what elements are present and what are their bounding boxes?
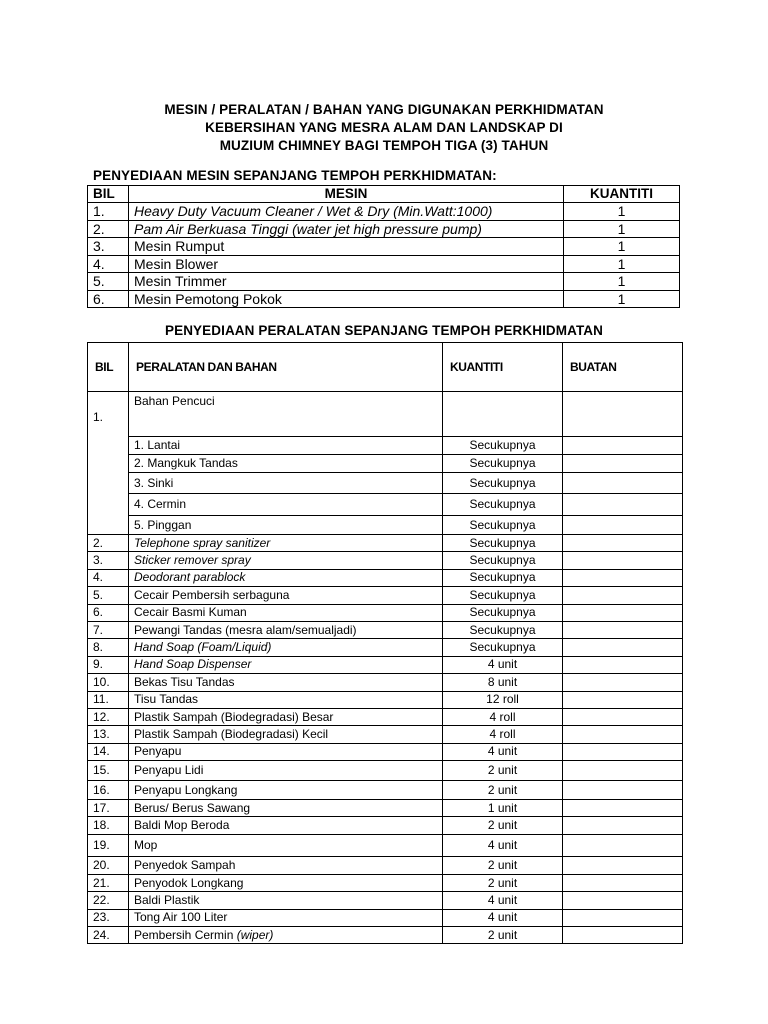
- item-name: Cecair Pembersih serbaguna: [134, 587, 290, 602]
- table-row: [88, 781, 683, 800]
- subitem-cell: 5. Pinggan: [129, 516, 443, 535]
- bil-cell: 14.: [88, 743, 129, 760]
- buatan-cell: [563, 909, 683, 926]
- kuantiti-cell: 2 unit: [443, 874, 563, 891]
- table-row: [88, 587, 683, 604]
- buatan-cell: [563, 726, 683, 743]
- equipment-section-heading: PENYEDIAAN PERALATAN SEPANJANG TEMPOH PERKHIDMATAN: [164, 323, 604, 338]
- item-cell: [129, 639, 443, 656]
- kuantiti-cell: 1: [564, 203, 680, 221]
- buatan-cell: [563, 621, 683, 638]
- title-line: KEBERSIHAN YANG MESRA ALAM DAN LANDSKAP DI: [205, 120, 563, 135]
- bil-cell: 1.: [88, 392, 129, 535]
- table-row: [88, 473, 683, 494]
- subitem-cell: 4. Cermin: [129, 494, 443, 516]
- table-row: [88, 569, 683, 586]
- buatan-cell: [563, 494, 683, 516]
- item-name: Pewangi Tandas (mesra alam/semualjadi): [134, 622, 357, 637]
- table-row: [88, 857, 683, 874]
- item-name: Hand Soap (Foam/Liquid): [134, 640, 272, 655]
- table-row: [88, 761, 683, 781]
- bil-cell: 24.: [88, 927, 129, 944]
- kuantiti-cell: 1: [564, 255, 680, 273]
- bil-cell: 18.: [88, 817, 129, 835]
- buatan-cell: [563, 708, 683, 725]
- header-peralatan: PERALATAN DAN BAHAN: [129, 343, 443, 392]
- item-cell: [129, 621, 443, 638]
- kuantiti-cell: Secukupnya: [443, 535, 563, 552]
- kuantiti-cell: Secukupnya: [443, 639, 563, 656]
- buatan-cell: [563, 569, 683, 586]
- title-line: MUZIUM CHIMNEY BAGI TEMPOH TIGA (3) TAHUN: [219, 138, 549, 153]
- buatan-cell: [563, 639, 683, 656]
- table-row: [88, 835, 683, 857]
- item-name: Plastik Sampah (Biodegradasi) Besar: [134, 709, 334, 724]
- table-row: [88, 494, 683, 516]
- buatan-cell: [563, 817, 683, 835]
- bil-cell: 15.: [88, 761, 129, 781]
- bil-cell: 10.: [88, 674, 129, 691]
- item-name: Pembersih Cermin: [134, 927, 234, 942]
- table-row: [88, 708, 683, 725]
- table-row: [88, 656, 683, 673]
- bil-cell: 5.: [88, 587, 129, 604]
- kuantiti-cell: Secukupnya: [443, 455, 563, 473]
- group-title-cell: Bahan Pencuci: [129, 392, 443, 437]
- table-row: [88, 392, 683, 437]
- buatan-cell: [563, 874, 683, 891]
- bil-cell: 3.: [88, 552, 129, 569]
- item-name: Sticker remover spray: [134, 553, 251, 568]
- table-row: [88, 220, 680, 238]
- item-name: Baldi Mop Beroda: [134, 818, 230, 833]
- item-name: Telephone spray sanitizer: [134, 535, 271, 550]
- kuantiti-cell: 2 unit: [443, 761, 563, 781]
- table-header-row: [88, 343, 683, 392]
- buatan-cell: [563, 835, 683, 857]
- bil-cell: 20.: [88, 857, 129, 874]
- item-name: Mop: [134, 838, 158, 853]
- bil-cell: 3.: [88, 238, 129, 256]
- item-cell: [129, 569, 443, 586]
- item-name: Penyapu: [134, 744, 182, 759]
- item-cell: [129, 800, 443, 817]
- table-row: [88, 674, 683, 691]
- mesin-cell: Mesin Pemotong Pokok: [129, 290, 564, 308]
- table-row: [88, 892, 683, 909]
- table-row: [88, 255, 680, 273]
- item-name: Hand Soap Dispenser: [134, 657, 252, 672]
- kuantiti-cell: 4 unit: [443, 743, 563, 760]
- buatan-cell: [563, 892, 683, 909]
- header-bil: BIL: [88, 186, 129, 203]
- kuantiti-cell: 4 roll: [443, 708, 563, 725]
- kuantiti-cell: 4 unit: [443, 835, 563, 857]
- item-cell: [129, 604, 443, 621]
- kuantiti-cell: Secukupnya: [443, 587, 563, 604]
- item-name: Cecair Basmi Kuman: [134, 605, 247, 620]
- table-row: [88, 691, 683, 708]
- bil-cell: 13.: [88, 726, 129, 743]
- table-header-row: [88, 186, 680, 203]
- header-bil: BIL: [88, 343, 129, 392]
- item-cell: [129, 691, 443, 708]
- item-name-suffix: (wiper): [236, 927, 274, 942]
- bil-cell: 23.: [88, 909, 129, 926]
- table-row: [88, 639, 683, 656]
- mesin-cell: Mesin Rumput: [129, 238, 564, 256]
- kuantiti-cell: 4 unit: [443, 892, 563, 909]
- bil-cell: 17.: [88, 800, 129, 817]
- item-cell: [129, 835, 443, 857]
- buatan-cell: [563, 437, 683, 455]
- bil-cell: 2.: [88, 220, 129, 238]
- kuantiti-cell: 4 unit: [443, 909, 563, 926]
- equipment-table: [87, 342, 683, 944]
- kuantiti-cell: 2 unit: [443, 817, 563, 835]
- buatan-cell: [563, 392, 683, 437]
- mesin-cell: Heavy Duty Vacuum Cleaner / Wet & Dry (Min.Watt:1000): [129, 203, 564, 221]
- mesin-cell: Mesin Trimmer: [129, 273, 564, 291]
- document-title: [0, 101, 768, 155]
- kuantiti-cell: 2 unit: [443, 927, 563, 944]
- item-cell: [129, 781, 443, 800]
- kuantiti-cell: 4 roll: [443, 726, 563, 743]
- kuantiti-cell: 1 unit: [443, 800, 563, 817]
- kuantiti-cell: 1: [564, 290, 680, 308]
- kuantiti-cell: 1: [564, 238, 680, 256]
- title-line: MESIN / PERALATAN / BAHAN YANG DIGUNAKAN PERKHIDMATAN: [164, 102, 604, 117]
- item-name: Penyapu Lidi: [134, 763, 204, 778]
- subitem-cell: 3. Sinki: [129, 473, 443, 494]
- buatan-cell: [563, 691, 683, 708]
- mesin-cell: Mesin Blower: [129, 255, 564, 273]
- subitem-cell: 1. Lantai: [129, 437, 443, 455]
- buatan-cell: [563, 761, 683, 781]
- buatan-cell: [563, 857, 683, 874]
- table-row: [88, 927, 683, 944]
- table-row: [88, 290, 680, 308]
- kuantiti-cell: 2 unit: [443, 781, 563, 800]
- buatan-cell: [563, 535, 683, 552]
- kuantiti-cell: [443, 392, 563, 437]
- item-cell: [129, 552, 443, 569]
- kuantiti-cell: Secukupnya: [443, 569, 563, 586]
- buatan-cell: [563, 604, 683, 621]
- buatan-cell: [563, 800, 683, 817]
- table-row: [88, 516, 683, 535]
- item-cell: [129, 817, 443, 835]
- item-cell: [129, 927, 443, 944]
- table-row: [88, 437, 683, 455]
- bil-cell: 1.: [88, 203, 129, 221]
- kuantiti-cell: 8 unit: [443, 674, 563, 691]
- buatan-cell: [563, 927, 683, 944]
- item-name: Tong Air 100 Liter: [134, 910, 228, 925]
- kuantiti-cell: 1: [564, 220, 680, 238]
- table-row: [88, 800, 683, 817]
- kuantiti-cell: 2 unit: [443, 857, 563, 874]
- table-row: [88, 273, 680, 291]
- table-row: [88, 552, 683, 569]
- bil-cell: 19.: [88, 835, 129, 857]
- buatan-cell: [563, 656, 683, 673]
- item-name: Penyedok Sampah: [134, 858, 236, 873]
- bil-cell: 16.: [88, 781, 129, 800]
- bil-cell: 8.: [88, 639, 129, 656]
- buatan-cell: [563, 743, 683, 760]
- kuantiti-cell: 12 roll: [443, 691, 563, 708]
- bil-cell: 5.: [88, 273, 129, 291]
- buatan-cell: [563, 552, 683, 569]
- bil-cell: 4.: [88, 569, 129, 586]
- item-cell: [129, 726, 443, 743]
- buatan-cell: [563, 674, 683, 691]
- buatan-cell: [563, 455, 683, 473]
- kuantiti-cell: Secukupnya: [443, 552, 563, 569]
- item-cell: [129, 743, 443, 760]
- table-row: [88, 909, 683, 926]
- item-cell: [129, 892, 443, 909]
- table-row: [88, 604, 683, 621]
- bil-cell: 7.: [88, 621, 129, 638]
- table-row: [88, 535, 683, 552]
- machine-section-heading: PENYEDIAAN MESIN SEPANJANG TEMPOH PERKHIDMATAN:: [93, 168, 497, 183]
- item-name: Penyodok Longkang: [134, 875, 244, 890]
- item-cell: [129, 656, 443, 673]
- item-name: Bekas Tisu Tandas: [134, 674, 235, 689]
- table-row: [88, 743, 683, 760]
- buatan-cell: [563, 781, 683, 800]
- bil-cell: 21.: [88, 874, 129, 891]
- kuantiti-cell: 4 unit: [443, 656, 563, 673]
- header-mesin: MESIN: [129, 186, 564, 203]
- kuantiti-cell: Secukupnya: [443, 516, 563, 535]
- kuantiti-cell: Secukupnya: [443, 621, 563, 638]
- table-row: [88, 817, 683, 835]
- item-name: Tisu Tandas: [134, 692, 199, 707]
- buatan-cell: [563, 587, 683, 604]
- item-name: Plastik Sampah (Biodegradasi) Kecil: [134, 726, 329, 741]
- bil-cell: 9.: [88, 656, 129, 673]
- buatan-cell: [563, 473, 683, 494]
- kuantiti-cell: Secukupnya: [443, 437, 563, 455]
- table-row: [88, 874, 683, 891]
- item-name: Baldi Plastik: [134, 892, 200, 907]
- kuantiti-cell: 1: [564, 273, 680, 291]
- bil-cell: 22.: [88, 892, 129, 909]
- bil-cell: 11.: [88, 691, 129, 708]
- item-name: Berus/ Berus Sawang: [134, 800, 251, 815]
- subitem-cell: 2. Mangkuk Tandas: [129, 455, 443, 473]
- bil-cell: 2.: [88, 535, 129, 552]
- header-buatan: BUATAN: [563, 343, 683, 392]
- item-cell: [129, 909, 443, 926]
- bil-cell: 12.: [88, 708, 129, 725]
- table-row: [88, 621, 683, 638]
- item-cell: [129, 874, 443, 891]
- table-row: [88, 203, 680, 221]
- bil-cell: 4.: [88, 255, 129, 273]
- kuantiti-cell: Secukupnya: [443, 473, 563, 494]
- machine-table: [87, 185, 680, 308]
- buatan-cell: [563, 516, 683, 535]
- item-cell: [129, 535, 443, 552]
- bil-cell: 6.: [88, 604, 129, 621]
- item-cell: [129, 674, 443, 691]
- kuantiti-cell: Secukupnya: [443, 494, 563, 516]
- table-row: [88, 455, 683, 473]
- mesin-cell: Pam Air Berkuasa Tinggi (water jet high pressure pump): [129, 220, 564, 238]
- item-cell: [129, 587, 443, 604]
- header-kuantiti: KUANTITI: [564, 186, 680, 203]
- item-cell: [129, 761, 443, 781]
- item-name: Deodorant parablock: [134, 570, 246, 585]
- header-kuantiti: KUANTITI: [443, 343, 563, 392]
- item-cell: [129, 857, 443, 874]
- bil-cell: 6.: [88, 290, 129, 308]
- table-row: [88, 726, 683, 743]
- item-name: Penyapu Longkang: [134, 782, 238, 797]
- item-cell: [129, 708, 443, 725]
- table-row: [88, 238, 680, 256]
- kuantiti-cell: Secukupnya: [443, 604, 563, 621]
